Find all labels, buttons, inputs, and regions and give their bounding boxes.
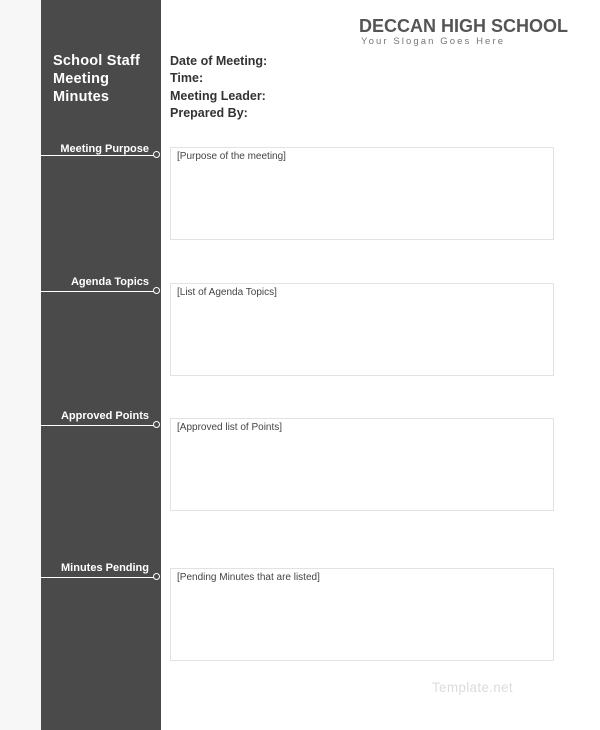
section-label-meeting-purpose: Meeting Purpose (60, 143, 149, 155)
connector-dot-icon (153, 573, 160, 580)
prepared-by-label: Prepared By: (170, 106, 248, 120)
meeting-date-label: Date of Meeting: (170, 54, 268, 68)
approved-points-placeholder: [Approved list of Points] (177, 422, 283, 433)
section-label-agenda-topics: Agenda Topics (70, 276, 149, 288)
agenda-topics-box[interactable] (170, 283, 554, 376)
section-connector (41, 577, 155, 578)
connector-dot-icon (153, 151, 160, 158)
title-line-3: Minutes (53, 89, 110, 105)
agenda-topics-placeholder: [List of Agenda Topics] (177, 287, 277, 298)
school-name: DECCAN HIGH SCHOOL (359, 16, 569, 36)
meeting-leader-label: Meeting Leader: (170, 89, 266, 103)
connector-dot-icon (153, 421, 160, 428)
document-title (53, 52, 158, 106)
school-slogan: Your Slogan Goes Here (361, 36, 506, 47)
section-connector (41, 291, 155, 292)
section-connector (41, 425, 155, 426)
minutes-pending-box[interactable] (170, 568, 554, 661)
watermark: Template.net (432, 680, 513, 695)
title-line-1: School Staff (53, 53, 140, 69)
section-connector (41, 155, 155, 156)
section-label-minutes-pending: Minutes Pending (61, 562, 149, 574)
meeting-purpose-box[interactable] (170, 147, 554, 240)
meeting-time-label: Time: (170, 71, 204, 85)
title-line-2: Meeting (53, 71, 110, 87)
sidebar (41, 0, 161, 730)
approved-points-box[interactable] (170, 418, 554, 511)
connector-dot-icon (153, 287, 160, 294)
meeting-purpose-placeholder: [Purpose of the meeting] (177, 151, 286, 162)
minutes-pending-placeholder: [Pending Minutes that are listed] (177, 572, 320, 583)
section-label-approved-points: Approved Points (60, 410, 149, 422)
